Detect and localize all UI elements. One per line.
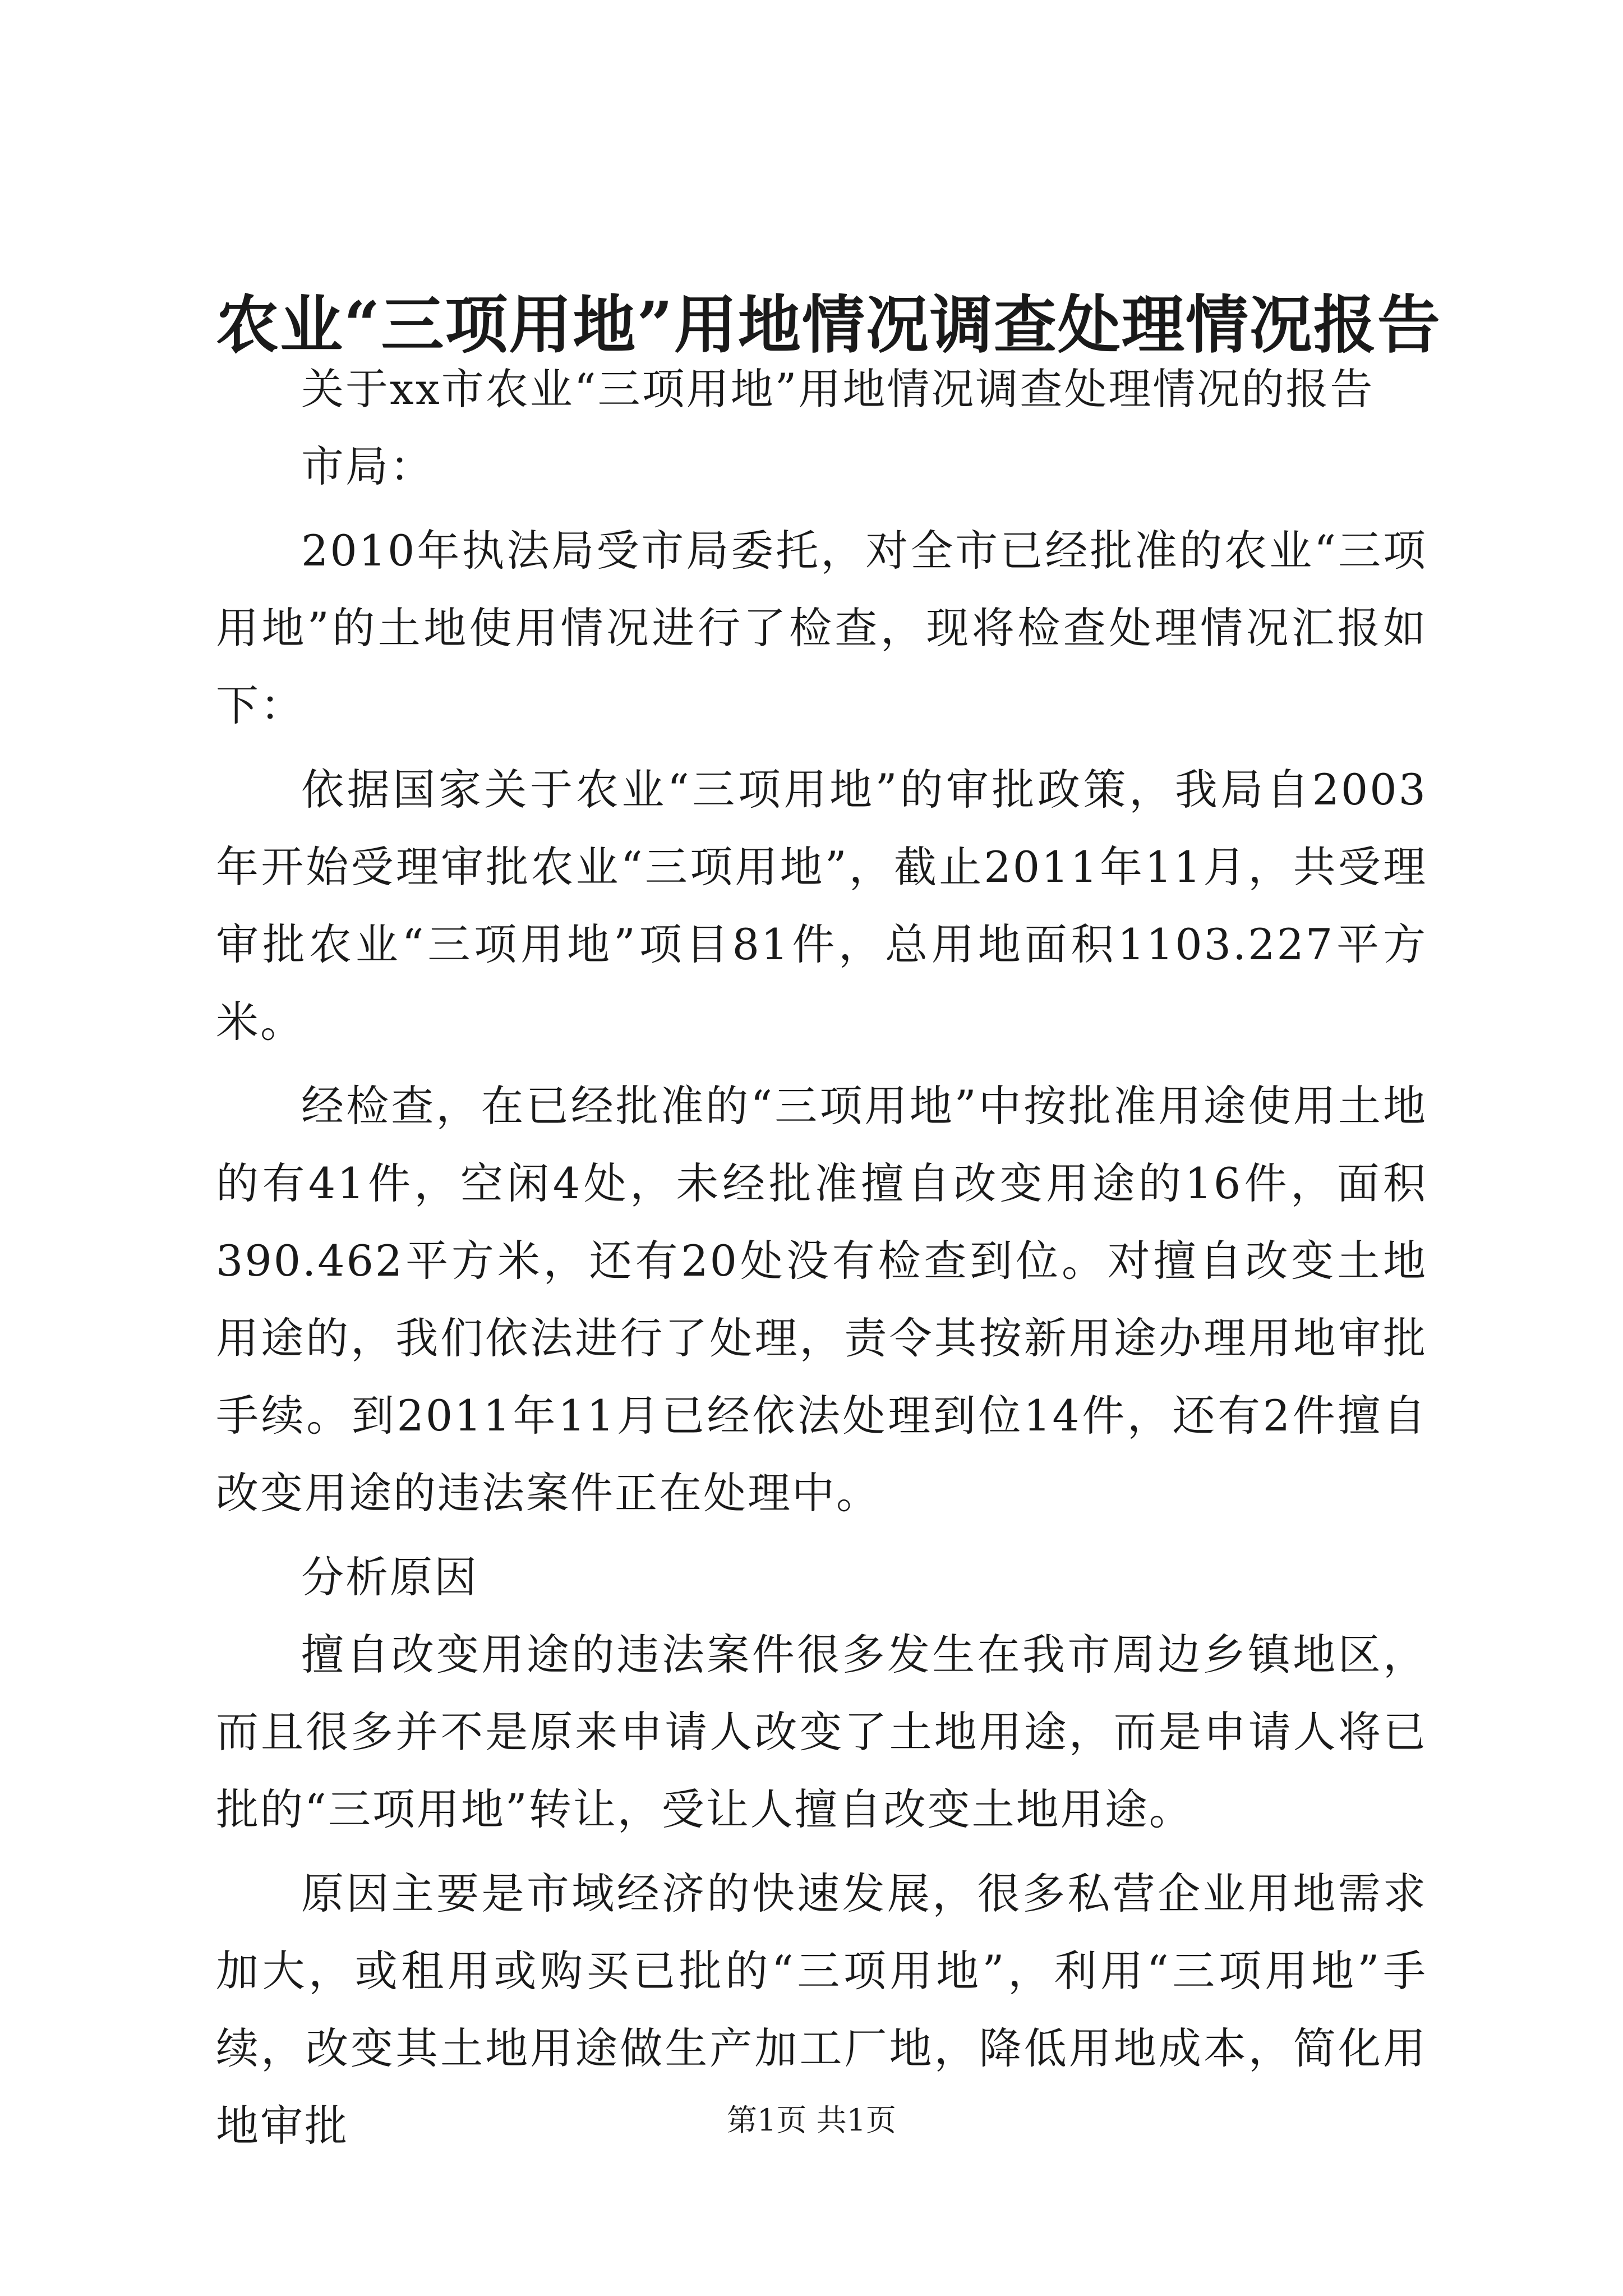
inspection-results-paragraph: 经检查，在已经批准的“三项用地”中按批准用途使用土地的有41件，空闲4处，未经批准擅自改变用途的16件，面积390.462平方米，还有20处没有检查到位。对擅自改变土地用途的，我们依法进行了处理，责令其按新用途办理用地审批手续。到2011年11月已经依法处理到位14件，还有2件擅自改变用途的违法案件正在处理中。 [216, 1081, 1427, 1518]
document-body [216, 351, 1427, 2165]
page-footer: 第1页 共1页 [727, 2102, 896, 2138]
intro-paragraph: 2010年执法局受市局委托，对全市已经批准的农业“三项用地”的土地使用情况进行了检查，现将检查处理情况汇报如下： [216, 526, 1427, 730]
analysis-paragraph-1: 擅自改变用途的违法案件很多发生在我市周边乡镇地区，而且很多并不是原来申请人改变了土地用途，而是申请人将已批的“三项用地”转让，受让人擅自改变土地用途。 [216, 1630, 1427, 1834]
salutation-paragraph: 市局： [301, 441, 434, 491]
report-heading-paragraph: 关于xx市农业“三项用地”用地情况调查处理情况的报告 [301, 364, 1375, 414]
approval-policy-paragraph: 依据国家关于农业“三项用地”的审批政策，我局自2003年开始受理审批农业“三项用地”，截止2011年11月，共受理审批农业“三项用地”项目81件，总用地面积1103.227平方米。 [216, 765, 1427, 1047]
section-heading-analysis: 分析原因 [301, 1552, 478, 1602]
analysis-paragraph-2: 原因主要是市域经济的快速发展，很多私营企业用地需求加大，或租用或购买已批的“三项用地”，利用“三项用地”手续，改变其土地用途做生产加工厂地，降低用地成本，简化用地审批 [216, 1869, 1427, 2151]
document-title: 农业“三项用地”用地情况调查处理情况报告 [216, 288, 1441, 362]
